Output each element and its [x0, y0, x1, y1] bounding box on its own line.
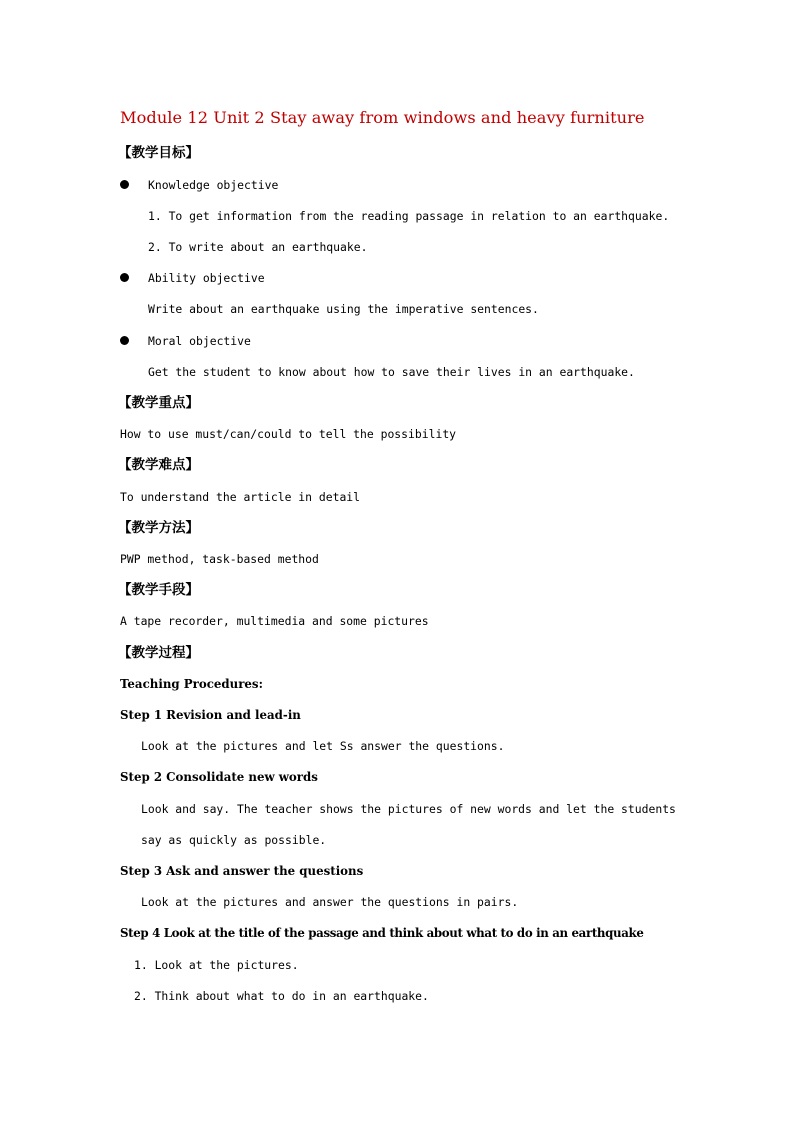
knowledge-objective-item-1: 1. To get information from the reading passage in relation to an earthquake. — [148, 209, 670, 223]
step-3-title: Step 3 Ask and answer the questions — [120, 864, 364, 878]
step-4-title: Step 4 Look at the title of the passage and think about what to do in an earthquake — [120, 926, 644, 940]
procedures-label: Teaching Procedures: — [120, 677, 263, 691]
step-1-title: Step 1 Revision and lead-in — [120, 708, 301, 722]
knowledge-objective-label: Knowledge objective — [148, 178, 279, 192]
key-points-text: How to use must/can/could to tell the possibility — [120, 427, 457, 441]
teaching-aids-heading: 【教学手段】 — [118, 582, 199, 598]
ability-objective-text: Write about an earthquake using the imperative sentences. — [148, 302, 539, 316]
key-points-heading: 【教学重点】 — [118, 395, 199, 411]
process-heading: 【教学过程】 — [118, 645, 199, 661]
bullet-icon — [120, 180, 129, 189]
step-2-title: Step 2 Consolidate new words — [120, 770, 318, 784]
difficult-points-text: To understand the article in detail — [120, 490, 361, 504]
methods-text: PWP method, task-based method — [120, 552, 319, 566]
methods-heading: 【教学方法】 — [118, 520, 199, 536]
knowledge-objective-item-2: 2. To write about an earthquake. — [148, 240, 368, 254]
ability-objective-label: Ability objective — [148, 271, 265, 285]
bullet-icon — [120, 336, 129, 345]
step-1-text: Look at the pictures and let Ss answer the questions. — [141, 739, 505, 753]
moral-objective-label: Moral objective — [148, 334, 251, 348]
bullet-icon — [120, 273, 129, 282]
difficult-points-heading: 【教学难点】 — [118, 457, 199, 473]
step-4-item-2: 2. Think about what to do in an earthquake. — [134, 989, 429, 1003]
step-4-item-1: 1. Look at the pictures. — [134, 958, 299, 972]
step-2-text-line-1: Look and say. The teacher shows the pictures of new words and let the students — [141, 802, 676, 816]
moral-objective-text: Get the student to know about how to save their lives in an earthquake. — [148, 365, 635, 379]
objectives-heading: 【教学目标】 — [118, 145, 199, 161]
page-title: Module 12 Unit 2 Stay away from windows and heavy furniture — [120, 108, 645, 127]
step-2-text-line-2: say as quickly as possible. — [141, 833, 327, 847]
teaching-aids-text: A tape recorder, multimedia and some pictures — [120, 614, 429, 628]
step-3-text: Look at the pictures and answer the questions in pairs. — [141, 895, 519, 909]
